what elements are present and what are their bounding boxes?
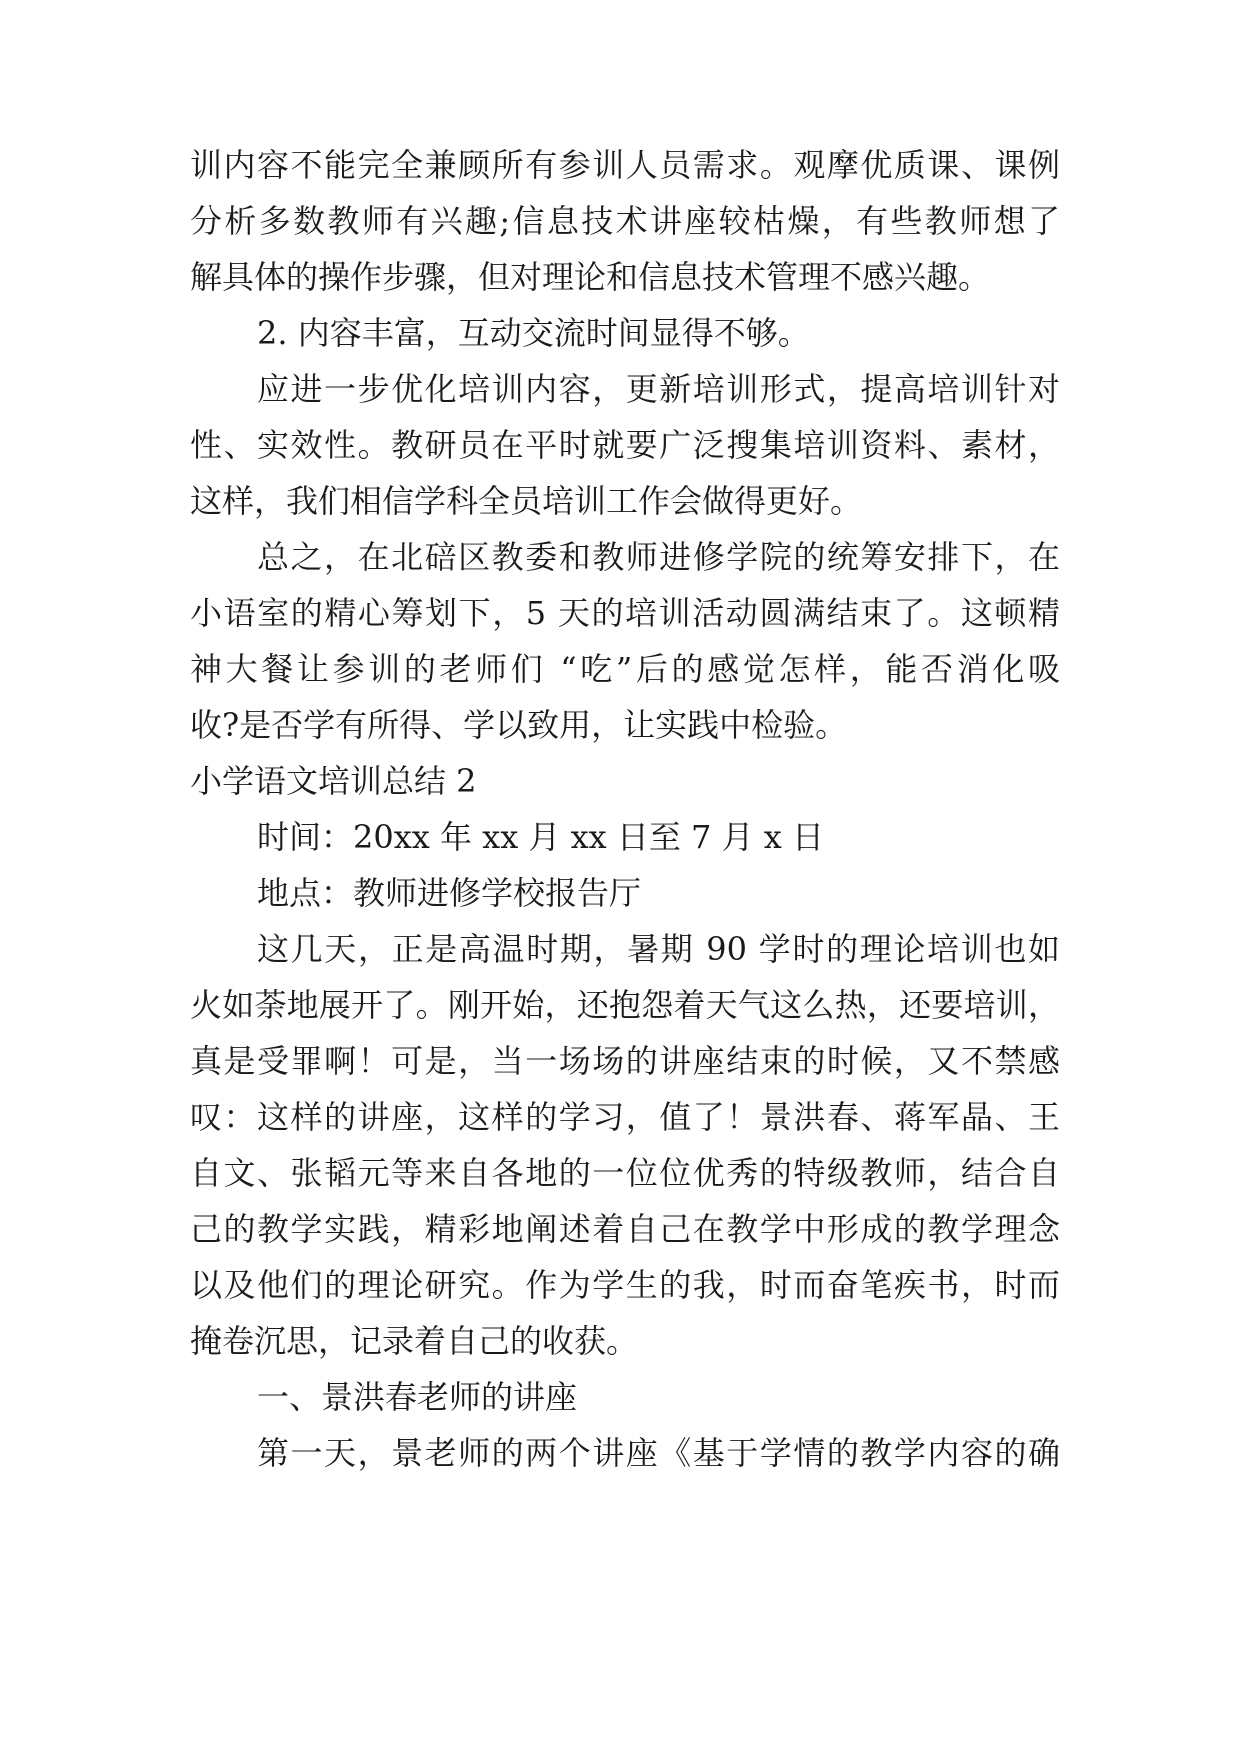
paragraph-line: 第一天，景老师的两个讲座《基于学情的教学内容的确: [257, 1434, 1060, 1472]
paragraph-line: 神大餐让参训的老师们 “吃”后的感觉怎样，能否消化吸: [190, 650, 1060, 688]
section-title: 小学语文培训总结 2: [190, 762, 477, 800]
paragraph-line: 应进一步优化培训内容，更新培训形式，提高培训针对: [257, 370, 1060, 408]
meta-location: 地点：教师进修学校报告厅: [257, 874, 642, 912]
paragraph-line: 这样，我们相信学科全员培训工作会做得更好。: [190, 482, 863, 520]
paragraph-line: 自文、张韬元等来自各地的一位位优秀的特级教师，结合自: [190, 1154, 1060, 1192]
paragraph-line: 总之，在北碚区教委和教师进修学院的统筹安排下，在: [257, 538, 1060, 576]
paragraph-line: 性、实效性。教研员在平时就要广泛搜集培训资料、素材，: [190, 426, 1060, 464]
subsection-title: 一、景洪春老师的讲座: [257, 1378, 578, 1416]
paragraph-line: 收?是否学有所得、学以致用，让实践中检验。: [190, 706, 848, 744]
paragraph-line: 火如荼地展开了。刚开始，还抱怨着天气这么热，还要培训，: [190, 986, 1060, 1024]
paragraph-line: 分析多数教师有兴趣;信息技术讲座较枯燥，有些教师想了: [190, 202, 1060, 240]
meta-time: 时间：20xx 年 xx 月 xx 日至 7 月 x 日: [257, 818, 824, 856]
paragraph-line: 小语室的精心筹划下，5 天的培训活动圆满结束了。这顿精: [190, 594, 1060, 632]
list-item: 2. 内容丰富，互动交流时间显得不够。: [257, 314, 810, 352]
paragraph-line: 这几天，正是高温时期，暑期 90 学时的理论培训也如: [257, 930, 1060, 968]
paragraph-line: 以及他们的理论研究。作为学生的我，时而奋笔疾书，时而: [190, 1266, 1060, 1304]
paragraph-line: 叹：这样的讲座，这样的学习，值了！景洪春、蒋军晶、王: [190, 1098, 1060, 1136]
paragraph-line: 训内容不能完全兼顾所有参训人员需求。观摩优质课、课例: [190, 146, 1060, 184]
paragraph-line: 真是受罪啊！可是，当一场场的讲座结束的时候，又不禁感: [190, 1042, 1060, 1080]
paragraph-line: 己的教学实践，精彩地阐述着自己在教学中形成的教学理念: [190, 1210, 1060, 1248]
paragraph-line: 解具体的操作步骤，但对理论和信息技术管理不感兴趣。: [190, 258, 991, 296]
paragraph-line: 掩卷沉思，记录着自己的收获。: [190, 1322, 639, 1360]
